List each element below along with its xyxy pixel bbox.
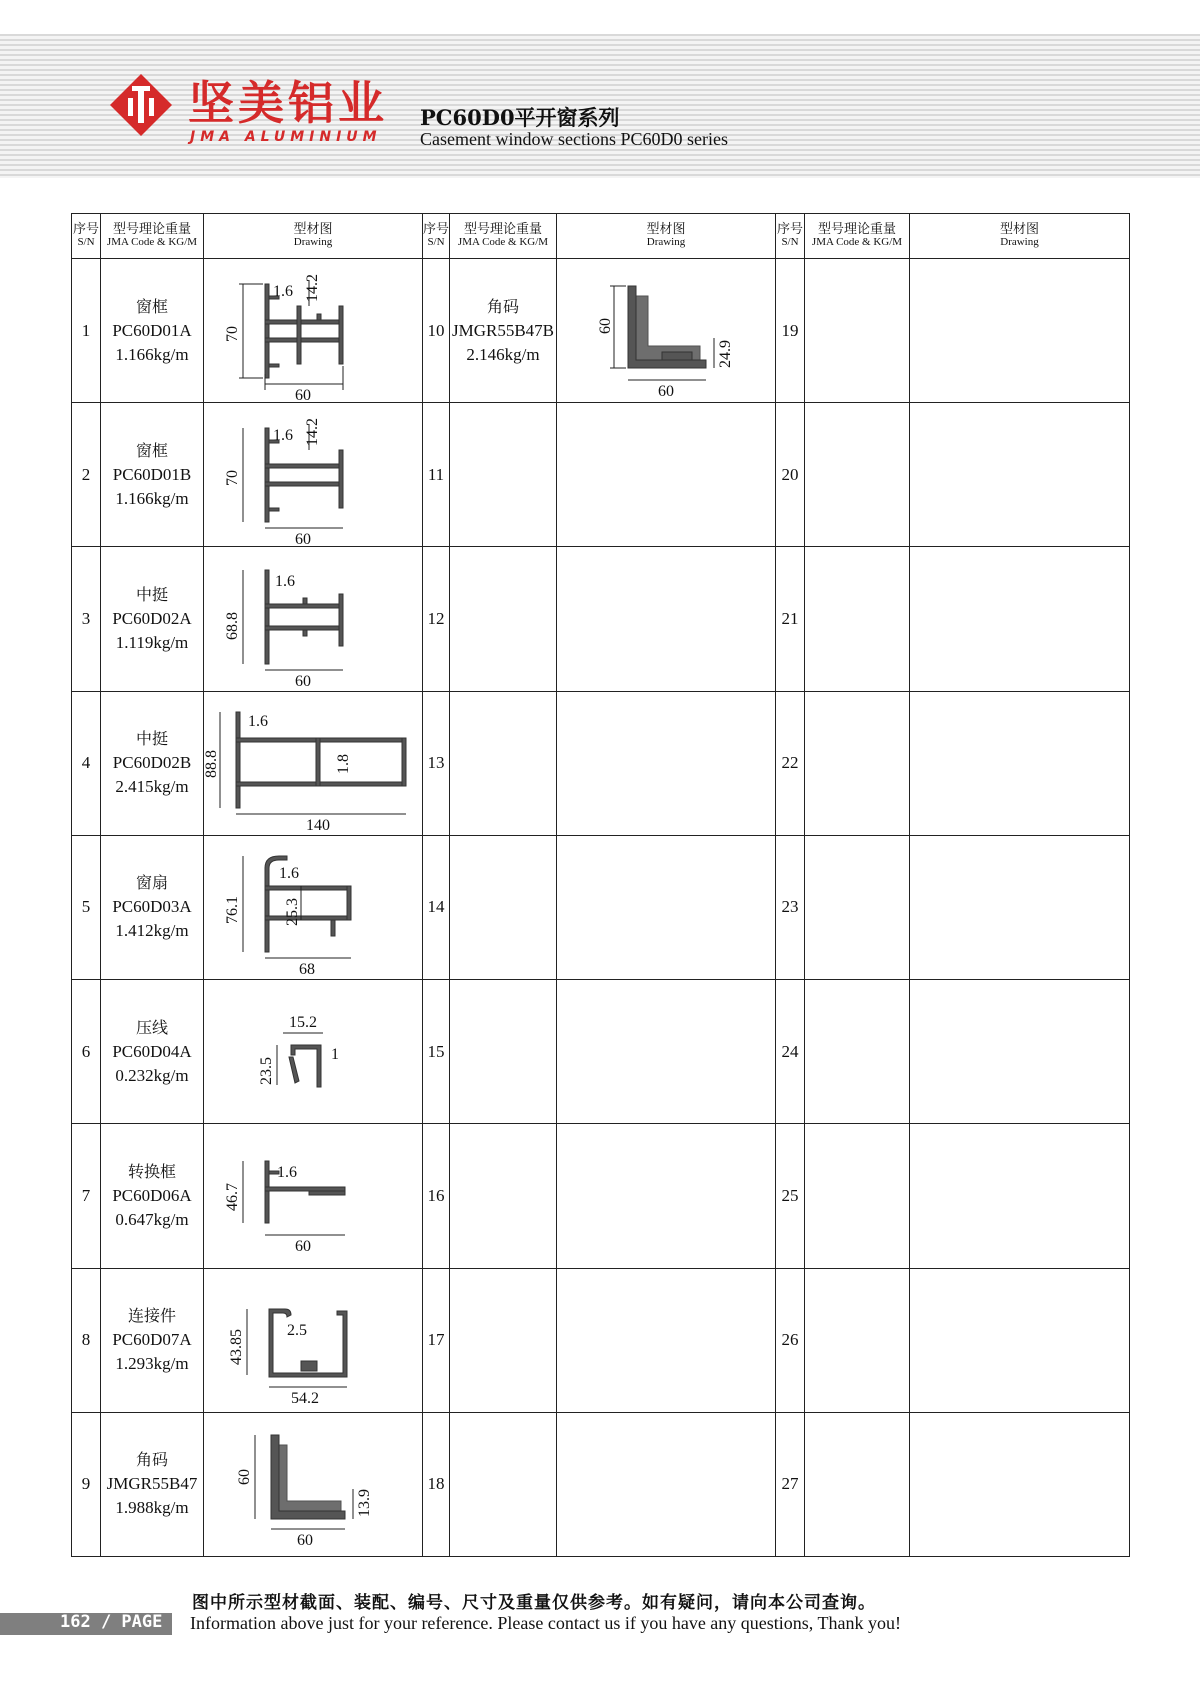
dim-label: 60: [297, 1532, 313, 1550]
item-code: PC60D03A: [112, 897, 192, 917]
dim-label: 43.85: [228, 1329, 245, 1366]
item-weight: 2.146kg/m: [466, 344, 540, 364]
item-weight: 1.988kg/m: [115, 1498, 189, 1518]
profile-drawing-pc60d02b: [203, 698, 418, 835]
header-drawing: 型材图 Drawing: [204, 214, 423, 259]
item-cell-empty: [450, 1124, 557, 1268]
dim-label: 70: [224, 325, 241, 342]
profile-drawing-pc60d04a: [213, 987, 413, 1117]
table-row: [72, 835, 1130, 979]
dim-label: 14.2: [304, 273, 321, 302]
item-cell-empty: [805, 547, 910, 691]
header-sn: 序号 S/N: [72, 214, 101, 259]
sn-cell: 9: [72, 1412, 101, 1556]
sn-cell: 24: [776, 980, 805, 1124]
brand-name-en: JMA ALUMINIUM: [190, 129, 382, 145]
dim-label: 76.1: [224, 896, 241, 925]
sn-cell: 16: [423, 1124, 450, 1268]
item-name: 窗框: [135, 440, 168, 460]
brand-name-cn: 坚美铝业: [188, 76, 388, 130]
item-weight: 0.647kg/m: [115, 1209, 189, 1229]
item-cell: [101, 1412, 204, 1556]
item-weight: 1.166kg/m: [115, 344, 189, 364]
drawing-cell: [204, 1268, 423, 1412]
drawing-cell: [204, 403, 423, 547]
table-header-row: [72, 214, 1130, 259]
item-cell: [101, 547, 204, 691]
page-number: 162 / PAGE: [60, 1612, 163, 1632]
dim-label: 24.9: [717, 339, 734, 368]
item-code: JMGR55B47: [106, 1474, 198, 1494]
drawing-cell-empty: [910, 835, 1130, 979]
drawing-cell: [204, 691, 423, 835]
series-title-en: Casement window sections PC60D0 series: [420, 129, 728, 149]
table-row: [72, 980, 1130, 1124]
item-name: 角码: [135, 1450, 168, 1470]
sn-cell: 22: [776, 691, 805, 835]
table-row: [72, 1412, 1130, 1556]
dim-label: 1.6: [248, 713, 268, 731]
item-weight: 0.232kg/m: [115, 1065, 189, 1085]
dim-label: 1: [331, 1045, 339, 1063]
header-drawing: 型材图 Drawing: [910, 214, 1130, 259]
drawing-cell-empty: [910, 691, 1130, 835]
item-cell-empty: [805, 1124, 910, 1268]
dim-label: 13.9: [356, 1489, 373, 1518]
drawing-cell-empty: [910, 1412, 1130, 1556]
sn-cell: 15: [423, 980, 450, 1124]
item-cell: [101, 403, 204, 547]
table-row: [72, 259, 1130, 403]
drawing-cell: [204, 835, 423, 979]
profile-drawing-pc60d02a: [213, 554, 413, 691]
dim-label: 14.2: [304, 417, 321, 446]
sn-cell: 27: [776, 1412, 805, 1556]
item-cell-empty: [805, 980, 910, 1124]
item-weight: 2.415kg/m: [115, 777, 189, 797]
dim-label: 140: [306, 817, 330, 835]
drawing-cell-empty: [910, 980, 1130, 1124]
item-code: PC60D01A: [112, 320, 192, 340]
dim-label: 54.2: [291, 1390, 319, 1408]
sn-cell: 20: [776, 403, 805, 547]
sn-cell: 4: [72, 691, 101, 835]
item-code: PC60D01B: [112, 464, 192, 484]
table-row: [72, 1268, 1130, 1412]
item-cell-empty: [805, 691, 910, 835]
item-code: JMGR55B47B: [451, 320, 555, 340]
dim-label: 60: [236, 1469, 253, 1486]
item-cell-empty: [805, 1412, 910, 1556]
item-cell: [450, 259, 557, 403]
sn-cell: 21: [776, 547, 805, 691]
drawing-cell: [204, 1412, 423, 1556]
drawing-cell: [557, 259, 776, 403]
dim-label: 1.6: [277, 1163, 297, 1181]
header-code: 型号理论重量 JMA Code & KG/M: [101, 214, 204, 259]
dim-label: 88.8: [203, 750, 220, 779]
footer-note-en: Information above just for your reference. Please contact us if you have any questions, Thank you!: [190, 1613, 901, 1633]
item-cell: [101, 835, 204, 979]
item-cell-empty: [805, 259, 910, 403]
item-cell: [101, 1268, 204, 1412]
drawing-cell-empty: [910, 1268, 1130, 1412]
table-row: [72, 691, 1130, 835]
dim-label: 60: [295, 1237, 311, 1255]
item-name: 压线: [135, 1017, 168, 1037]
item-cell-empty: [450, 403, 557, 547]
header-sn: 序号 S/N: [423, 214, 450, 259]
dim-label: 15.2: [289, 1013, 317, 1031]
drawing-cell-empty: [910, 259, 1130, 403]
dim-label: 70: [224, 469, 241, 486]
series-title-cn: PC60D0平开窗系列: [420, 105, 620, 130]
sn-cell: 25: [776, 1124, 805, 1268]
drawing-cell-empty: [557, 403, 776, 547]
sn-cell: 10: [423, 259, 450, 403]
profile-drawing-pc60d06a: [213, 1131, 413, 1261]
item-cell-empty: [450, 835, 557, 979]
header-sn: 序号 S/N: [776, 214, 805, 259]
dim-label: 1.6: [279, 865, 299, 883]
item-code: PC60D02B: [112, 753, 192, 773]
item-cell-empty: [450, 1268, 557, 1412]
drawing-cell-empty: [910, 547, 1130, 691]
sn-cell: 19: [776, 259, 805, 403]
drawing-cell-empty: [910, 1124, 1130, 1268]
dim-label: 1.6: [273, 282, 293, 300]
item-cell-empty: [450, 547, 557, 691]
item-cell: [101, 1124, 204, 1268]
dim-label: 25.3: [284, 898, 301, 927]
jma-diamond-logo-icon: [108, 72, 174, 138]
item-name: 转换框: [127, 1161, 176, 1181]
dim-label: 60: [295, 386, 311, 404]
item-cell-empty: [805, 835, 910, 979]
drawing-cell: [204, 259, 423, 403]
table-row: [72, 1124, 1130, 1268]
sn-cell: 13: [423, 691, 450, 835]
table-row: [72, 403, 1130, 547]
sn-cell: 23: [776, 835, 805, 979]
item-code: PC60D04A: [112, 1041, 192, 1061]
profile-drawing-jmgr55b47: [213, 1419, 413, 1549]
item-weight: 1.293kg/m: [115, 1354, 189, 1374]
item-cell: [101, 259, 204, 403]
sn-cell: 5: [72, 835, 101, 979]
item-cell: [101, 691, 204, 835]
item-name: 角码: [486, 296, 519, 316]
footer-note-cn: 图中所示型材截面、装配、编号、尺寸及重量仅供参考。如有疑问，请向本公司查询。: [192, 1593, 876, 1613]
drawing-cell-empty: [557, 1268, 776, 1412]
header-code: 型号理论重量 JMA Code & KG/M: [805, 214, 910, 259]
profile-drawing-pc60d01a: [213, 266, 413, 404]
sn-cell: 7: [72, 1124, 101, 1268]
dim-label: 68.8: [224, 612, 241, 641]
drawing-cell-empty: [910, 403, 1130, 547]
item-weight: 1.412kg/m: [115, 921, 189, 941]
drawing-cell-empty: [557, 835, 776, 979]
profile-drawing-jmgr55b47b: [566, 266, 766, 400]
dim-label: 60: [295, 530, 311, 548]
dim-label: 23.5: [258, 1056, 275, 1085]
sn-cell: 17: [423, 1268, 450, 1412]
sn-cell: 3: [72, 547, 101, 691]
item-name: 中挺: [135, 585, 168, 605]
item-cell-empty: [450, 980, 557, 1124]
item-cell-empty: [450, 1412, 557, 1556]
dim-label: 60: [658, 382, 674, 400]
sn-cell: 18: [423, 1412, 450, 1556]
dim-label: 1.6: [273, 426, 293, 444]
sn-cell: 11: [423, 403, 450, 547]
dim-label: 1.6: [275, 573, 295, 591]
item-cell: [101, 980, 204, 1124]
header-drawing: 型材图 Drawing: [557, 214, 776, 259]
drawing-cell: [204, 1124, 423, 1268]
item-cell-empty: [450, 691, 557, 835]
sn-cell: 14: [423, 835, 450, 979]
dim-label: 68: [299, 961, 315, 979]
sn-cell: 1: [72, 259, 101, 403]
item-weight: 1.119kg/m: [115, 633, 189, 653]
table-row: [72, 547, 1130, 691]
dim-label: 60: [597, 317, 614, 334]
profile-drawing-pc60d07a: [213, 1275, 413, 1408]
item-name: 中挺: [135, 729, 168, 749]
sn-cell: 12: [423, 547, 450, 691]
dim-label: 1.8: [335, 754, 352, 775]
dim-label: 46.7: [224, 1182, 241, 1211]
item-cell-empty: [805, 403, 910, 547]
profile-drawing-pc60d01b: [213, 410, 413, 548]
drawing-cell: [204, 547, 423, 691]
item-name: 窗框: [135, 296, 168, 316]
dim-label: 2.5: [287, 1322, 307, 1340]
dim-label: 60: [295, 673, 311, 691]
sn-cell: 26: [776, 1268, 805, 1412]
drawing-cell-empty: [557, 980, 776, 1124]
sn-cell: 8: [72, 1268, 101, 1412]
profile-spec-table: [71, 213, 1130, 1557]
sn-cell: 2: [72, 403, 101, 547]
item-name: 窗扇: [135, 873, 168, 893]
header-code: 型号理论重量 JMA Code & KG/M: [450, 214, 557, 259]
item-weight: 1.166kg/m: [115, 488, 189, 508]
drawing-cell-empty: [557, 1124, 776, 1268]
profile-drawing-pc60d03a: [213, 842, 413, 979]
drawing-cell: [204, 980, 423, 1124]
item-cell-empty: [805, 1268, 910, 1412]
drawing-cell-empty: [557, 691, 776, 835]
drawing-cell-empty: [557, 547, 776, 691]
drawing-cell-empty: [557, 1412, 776, 1556]
item-name: 连接件: [127, 1306, 176, 1326]
item-code: PC60D07A: [112, 1330, 192, 1350]
item-code: PC60D02A: [112, 609, 192, 629]
sn-cell: 6: [72, 980, 101, 1124]
item-code: PC60D06A: [112, 1185, 192, 1205]
